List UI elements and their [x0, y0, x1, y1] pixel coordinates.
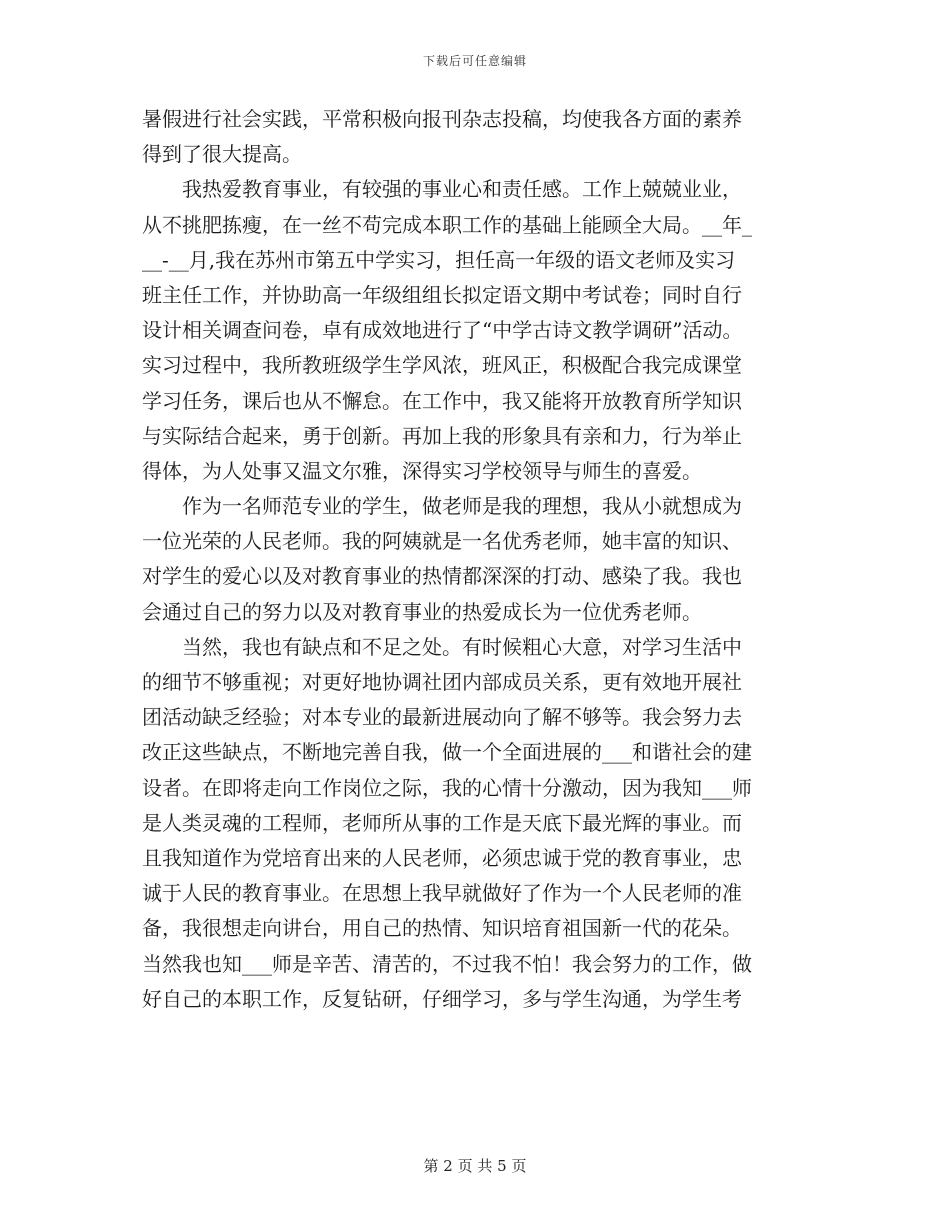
text-line: 从不挑肥拣瘦，在一丝不苟完成本职工作的基础上能顾全大局。__年_: [142, 212, 752, 237]
text-line: __-__月,我在苏州市第五中学实习，担任高一年级的语文老师及实习: [142, 247, 736, 272]
text-line: 班主任工作，并协助高一年级组组长拟定语文期中考试卷；同时自行: [142, 282, 742, 307]
text-line: 诚于人民的教育事业。在思想上我早就做好了作为一个人民老师的准: [142, 881, 742, 906]
text-line: 作为一名师范专业的学生，做老师是我的理想，我从小就想成为: [142, 494, 742, 519]
page-header: 下载后可任意编辑: [422, 54, 527, 68]
text-line: 是人类灵魂的工程师，老师所从事的工作是天底下最光辉的事业。而: [142, 810, 742, 835]
text-line: 好自己的本职工作，反复钻研，仔细学习，多与学生沟通，为学生考: [142, 986, 742, 1011]
text-line: 一位光荣的人民老师。我的阿姨就是一名优秀老师，她丰富的知识、: [142, 529, 742, 554]
text-line: 学习任务，课后也从不懈怠。在工作中，我又能将开放教育所学知识: [142, 388, 742, 413]
text-line: 团活动缺乏经验；对本专业的最新进展动向了解不够等。我会努力去: [142, 705, 742, 730]
text-line: 会通过自己的努力以及对教育事业的热爱成长为一位优秀老师。: [142, 599, 702, 624]
text-line: 得到了很大提高。: [142, 142, 302, 167]
text-line: 当然，我也有缺点和不足之处。有时候粗心大意，对学习生活中: [142, 634, 742, 659]
text-line: 设计相关调查问卷，卓有成效地进行了“中学古诗文教学调研”活动。: [142, 318, 743, 343]
text-line: 暑假进行社会实践，平常积极向报刊杂志投稿，均使我各方面的素养: [142, 107, 742, 131]
text-line: 与实际结合起来，勇于创新。再加上我的形象具有亲和力，行为举止: [142, 423, 742, 448]
text-line: 备，我很想走向讲台，用自己的热情、知识培育祖国新一代的花朵。: [142, 916, 742, 941]
document-body: [142, 102, 814, 1017]
text-line: 设者。在即将走向工作岗位之际，我的心情十分激动，因为我知___师: [142, 775, 752, 800]
text-line: 实习过程中，我所教班级学生学风浓，班风正，积极配合我完成课堂: [142, 353, 742, 378]
text-line: 的细节不够重视；对更好地协调社团内部成员关系，更有效地开展社: [142, 670, 742, 694]
text-line: 得体，为人处事又温文尔雅，深得实习学校领导与师生的喜爱。: [142, 458, 702, 483]
text-line: 且我知道作为党培育出来的人民老师，必须忠诚于党的教育事业，忠: [142, 845, 742, 870]
page-number-footer: 第 2 页 共 5 页: [423, 1157, 527, 1175]
text-line: 我热爱教育事业，有较强的事业心和责任感。工作上兢兢业业，: [142, 177, 742, 202]
text-line: 对学生的爱心以及对教育事业的热情都深深的打动、感染了我。我也: [142, 564, 742, 589]
text-line: 当然我也知___师是辛苦、清苦的，不过我不怕！我会努力的工作，做: [142, 951, 752, 976]
text-line: 改正这些缺点，不断地完善自我，做一个全面进展的___和谐社会的建: [142, 740, 752, 765]
